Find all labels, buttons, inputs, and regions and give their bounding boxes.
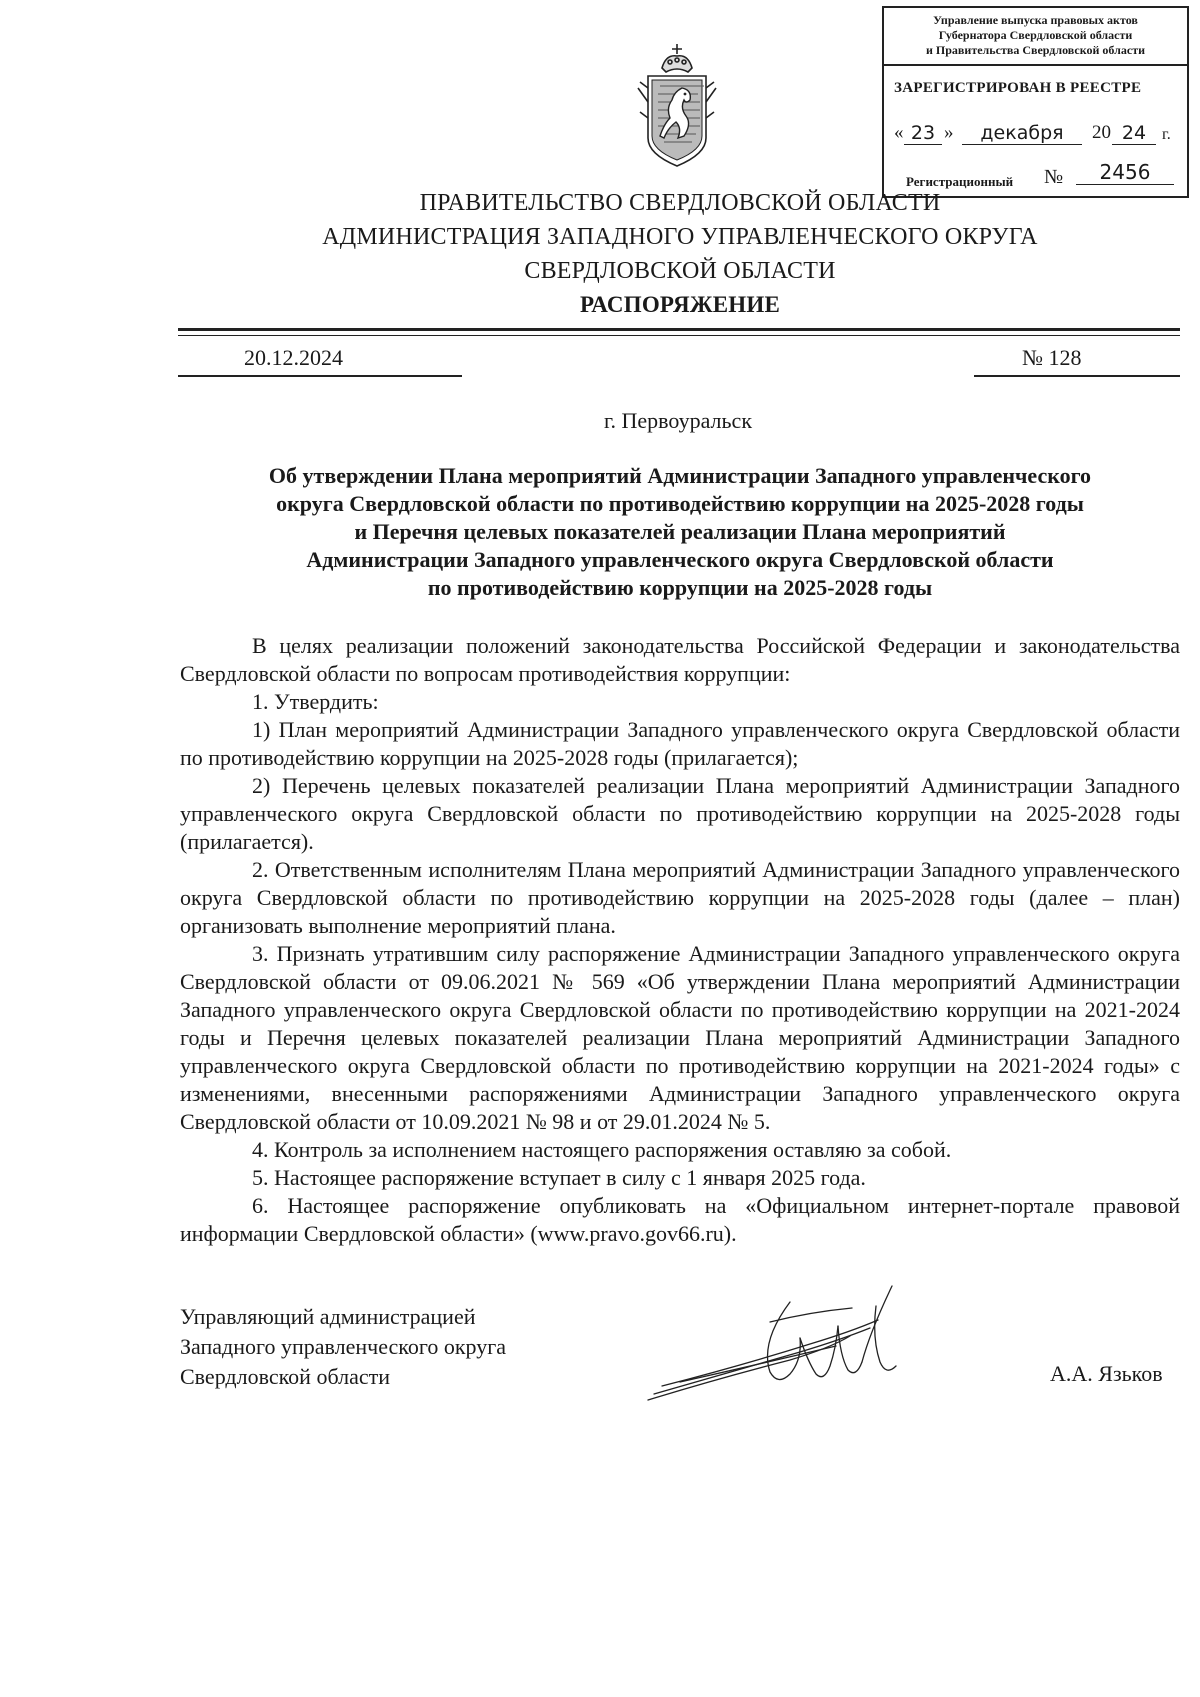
stamp-reg-number-label: Регистрационный <box>906 174 1014 189</box>
title-line: округа Свердловской области по противодействию коррупции на 2025-2028 годы <box>276 491 1084 516</box>
stamp-quote-close: » <box>944 122 954 143</box>
city: г. Первоуральск <box>603 408 753 433</box>
stamp-registered-label: ЗАРЕГИСТРИРОВАН В РЕЕСТРЕ <box>894 80 1142 96</box>
stamp-authority-line: Губернатора Свердловской области <box>938 28 1133 42</box>
stamp-authority <box>884 8 1187 66</box>
coat-of-arms-icon <box>634 42 720 172</box>
signatory-name: А.А. Язьков <box>1050 1361 1163 1386</box>
stamp-date-month: декабря <box>962 122 1082 145</box>
paragraph-1-2: 2) Перечень целевых показателей реализации Плана мероприятий Администрации Западного управленческого округа Свердловской области по противодействию коррупции на 2025-2028 годы (прилагается). <box>180 773 1180 854</box>
stamp-year-label: г. <box>1162 126 1171 143</box>
paragraph-3: 3. Признать утратившим силу распоряжение Администрации Западного управленческого округа Свердловской области от 09.06.2021 № 569 «Об утверждении Плана мероприятий Администрации Западного управленческого округа Свердловской области по противодействию коррупции на 2021-2024 годы и Перечня целевых показателей реализации Плана мероприятий Администрации Западного управленческого округа Свердловской области по противодействию коррупции на 2021-2024 годы» с изменениями, внесенными распоряжениями Администрации Западного управленческого округа Свердловской области от 10.09.2021 № 98 и от 29.01.2024 № 5. <box>180 941 1180 1134</box>
order-number: № 128 <box>1022 345 1082 370</box>
paragraph-1-1: 1) План мероприятий Администрации Западного управленческого округа Свердловской области по противодействию коррупции на 2025-2028 годы (прилагается); <box>180 717 1180 770</box>
paragraph-intro: В целях реализации положений законодательства Российской Федерации и законодательства Свердловской области по вопросам противодействия коррупции: <box>180 633 1180 686</box>
date-underline <box>178 375 462 377</box>
stamp-authority-line: и Правительства Свердловской области <box>926 43 1145 57</box>
stamp-reg-number-value: 2456 <box>1076 160 1174 185</box>
paragraph-2: 2. Ответственным исполнителям Плана мероприятий Администрации Западного управленческого округа Свердловской области по противодействию коррупции на 2025-2028 годы (далее – план) организовать выполнение мероприятий плана. <box>180 857 1180 938</box>
number-underline <box>974 375 1180 377</box>
stamp-date <box>894 122 1184 148</box>
document-title <box>240 462 1120 602</box>
header-rule-thick <box>178 328 1180 331</box>
paragraph-4: 4. Контроль за исполнением настоящего распоряжения оставляю за собой. <box>252 1137 952 1162</box>
header-government: ПРАВИТЕЛЬСТВО СВЕРДЛОВСКОЙ ОБЛАСТИ <box>419 190 941 216</box>
signatory-position <box>180 1302 506 1392</box>
title-line: Администрации Западного управленческого округа Свердловской области <box>306 547 1054 572</box>
stamp-quote-open: « <box>894 122 904 143</box>
title-line: Об утверждении Плана мероприятий Администрации Западного управленческого <box>268 463 1092 488</box>
header-region: СВЕРДЛОВСКОЙ ОБЛАСТИ <box>524 258 836 284</box>
signatory-position-line: Свердловской области <box>180 1364 390 1389</box>
paragraph-5: 5. Настоящее распоряжение вступает в силу с 1 января 2025 года. <box>252 1165 866 1190</box>
title-line: по противодействию коррупции на 2025-2028 годы <box>427 575 933 600</box>
header-administration: АДМИНИСТРАЦИЯ ЗАПАДНОГО УПРАВЛЕНЧЕСКОГО ОКРУГА <box>322 224 1038 250</box>
stamp-authority-line: Управление выпуска правовых актов <box>933 13 1138 27</box>
title-line: и Перечня целевых показателей реализации Плана мероприятий <box>354 519 1006 544</box>
stamp-date-day: 23 <box>904 122 942 145</box>
stamp-year-suffix: 24 <box>1112 122 1156 145</box>
paragraph-6: 6. Настоящее распоряжение опубликовать на «Официальном интернет-портале правовой информации Свердловской области» (www.pravo.gov66.ru). <box>180 1193 1180 1246</box>
document-body <box>180 632 1180 1248</box>
signatory-position-line: Управляющий администрацией <box>180 1304 476 1329</box>
stamp-number-sign: № <box>1044 166 1064 188</box>
paragraph-1: 1. Утвердить: <box>252 689 379 714</box>
signatory-position-line: Западного управленческого округа <box>180 1334 507 1359</box>
order-date: 20.12.2024 <box>244 345 343 370</box>
stamp-year-prefix: 20 <box>1092 122 1111 143</box>
registration-stamp <box>882 6 1189 198</box>
header-doc-type: РАСПОРЯЖЕНИЕ <box>579 292 781 317</box>
header-rule-thin <box>178 335 1180 336</box>
handwritten-signature-icon <box>640 1282 920 1412</box>
